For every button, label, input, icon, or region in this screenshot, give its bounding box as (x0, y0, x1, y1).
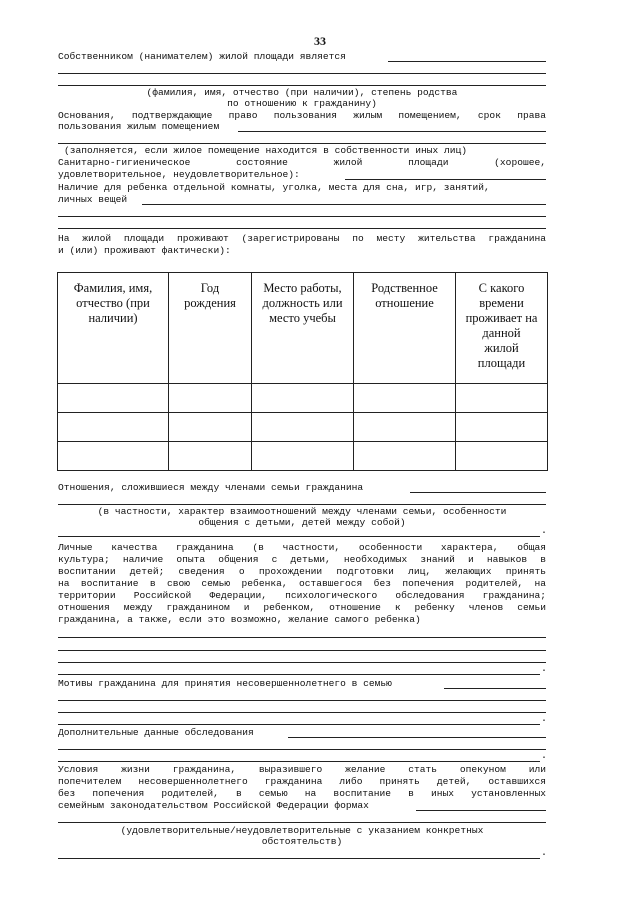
table-cell[interactable] (252, 442, 354, 471)
personal-line-3: воспитании детей; сведения о прохождении подготовки лиц, желающих принять (58, 566, 546, 577)
owner-input-line[interactable] (58, 73, 546, 74)
line-end-mark: . (541, 714, 548, 725)
personal-input-line[interactable] (58, 637, 546, 638)
header-relation: Родственное отношение (354, 273, 456, 384)
sanitary-line-1: Санитарно-гигиеническое состояние жилой площади (хорошее, (58, 157, 546, 168)
room-line-2: личных вещей (58, 194, 128, 205)
table-cell[interactable] (456, 384, 548, 413)
motives-input-line[interactable] (58, 700, 546, 701)
line-end-mark: . (541, 526, 548, 537)
motives-input-line[interactable] (58, 724, 540, 725)
additional-input-line[interactable] (58, 749, 546, 750)
conditions-line-1: Условия жизни гражданина, выразившего желание стать опекуном или (58, 764, 546, 775)
owner-input-line[interactable] (388, 61, 546, 62)
basis-input-line[interactable] (58, 143, 546, 144)
header-birth-year: Год рождения (169, 273, 252, 384)
personal-input-line[interactable] (58, 674, 540, 675)
table-header-row (58, 273, 548, 384)
header-workplace: Место работы, должность или место учебы (252, 273, 354, 384)
line-end-mark: . (541, 848, 548, 859)
conditions-line-2: попечителем несовершеннолетнего гражданина либо принять детей, оставшихся (58, 776, 546, 787)
sanitary-line-2: удовлетворительное, неудовлетворительное): (58, 169, 300, 180)
conditions-input-line[interactable] (416, 810, 546, 811)
table-cell[interactable] (252, 413, 354, 442)
relations-label: Отношения, сложившиеся между членами семьи гражданина (58, 482, 364, 493)
personal-line-2: культура; наличие опыта общения с детьми, необходимых знаний и навыков в (58, 554, 546, 565)
header-name: Фамилия, имя, отчество (при наличии) (58, 273, 169, 384)
personal-line-1: Личные качества гражданина (в частности, особенности характера, общая (58, 542, 546, 553)
table-cell[interactable] (169, 442, 252, 471)
room-input-line[interactable] (58, 228, 546, 229)
sanitary-input-line[interactable] (345, 179, 546, 180)
header-since: С какого времени проживает на данной жилой площади (456, 273, 548, 384)
table-cell[interactable] (252, 384, 354, 413)
relations-input-line[interactable] (58, 504, 546, 505)
conditions-line-4: семейным законодательством Российской Федерации формах (58, 800, 369, 811)
additional-input-line[interactable] (288, 737, 546, 738)
motives-input-line[interactable] (444, 688, 546, 689)
personal-line-4: на воспитание в свою семью ребенка, оставшегося без попечения родителей, на (58, 578, 546, 589)
motives-label: Мотивы гражданина для принятия несовершеннолетнего в семью (58, 678, 392, 689)
table-cell[interactable] (58, 442, 169, 471)
owner-hint-1: (фамилия, имя, отчество (при наличии), степень родства (146, 87, 458, 98)
additional-input-line[interactable] (58, 761, 540, 762)
table-cell[interactable] (169, 413, 252, 442)
basis-input-line[interactable] (238, 131, 546, 132)
owner-input-line[interactable] (58, 85, 546, 86)
relations-hint-1: (в частности, характер взаимоотношений между членами семьи, особенности (97, 506, 507, 517)
room-input-line[interactable] (142, 204, 546, 205)
personal-line-6: отношения между гражданином и ребенком, отношение к ребенку членов семьи (58, 602, 546, 613)
table-row (58, 442, 548, 471)
table-cell[interactable] (354, 442, 456, 471)
line-end-mark: . (541, 751, 548, 762)
relations-input-line[interactable] (410, 492, 546, 493)
room-input-line[interactable] (58, 216, 546, 217)
personal-input-line[interactable] (58, 650, 546, 651)
additional-label: Дополнительные данные обследования (58, 727, 254, 738)
personal-line-7: гражданина, а также, если это возможно, желание самого ребенка) (58, 614, 421, 625)
basis-hint: (заполняется, если жилое помещение находится в собственности иных лиц) (64, 145, 468, 156)
table-cell[interactable] (456, 442, 548, 471)
basis-line-2: пользования жилым помещением (58, 121, 220, 132)
room-line-1: Наличие для ребенка отдельной комнаты, уголка, места для сна, игр, занятий, (58, 182, 490, 193)
table-cell[interactable] (169, 384, 252, 413)
line-end-mark: . (541, 664, 548, 675)
table-row (58, 413, 548, 442)
conditions-hint-2: обстоятельств) (261, 836, 343, 847)
page-number: 33 (314, 34, 326, 48)
owner-hint-2: по отношению к гражданину) (227, 98, 377, 109)
conditions-line-3: без попечения родителей, в семью на воспитание в иных установленных (58, 788, 546, 799)
relations-hint-2: общения с детьми, детей между собой) (198, 517, 406, 528)
conditions-input-line[interactable] (58, 858, 540, 859)
residents-line-2: и (или) проживают фактически): (58, 245, 231, 256)
table-cell[interactable] (354, 413, 456, 442)
basis-line-1: Основания, подтверждающие право пользования жилым помещением, срок права (58, 110, 546, 121)
relations-input-line[interactable] (58, 536, 540, 537)
table-row (58, 384, 548, 413)
conditions-hint-1: (удовлетворительные/неудовлетворительные с указанием конкретных (120, 825, 484, 836)
personal-line-5: территории Российской Федерации, психологического обследования гражданина; (58, 590, 546, 601)
table-cell[interactable] (354, 384, 456, 413)
table-cell[interactable] (58, 384, 169, 413)
motives-input-line[interactable] (58, 712, 546, 713)
table-cell[interactable] (58, 413, 169, 442)
residents-table (57, 272, 548, 471)
conditions-input-line[interactable] (58, 822, 546, 823)
personal-input-line[interactable] (58, 662, 546, 663)
owner-label: Собственником (нанимателем) жилой площади является (58, 51, 346, 62)
table-cell[interactable] (456, 413, 548, 442)
residents-line-1: На жилой площади проживают (зарегистрированы по месту жительства гражданина (58, 233, 546, 244)
